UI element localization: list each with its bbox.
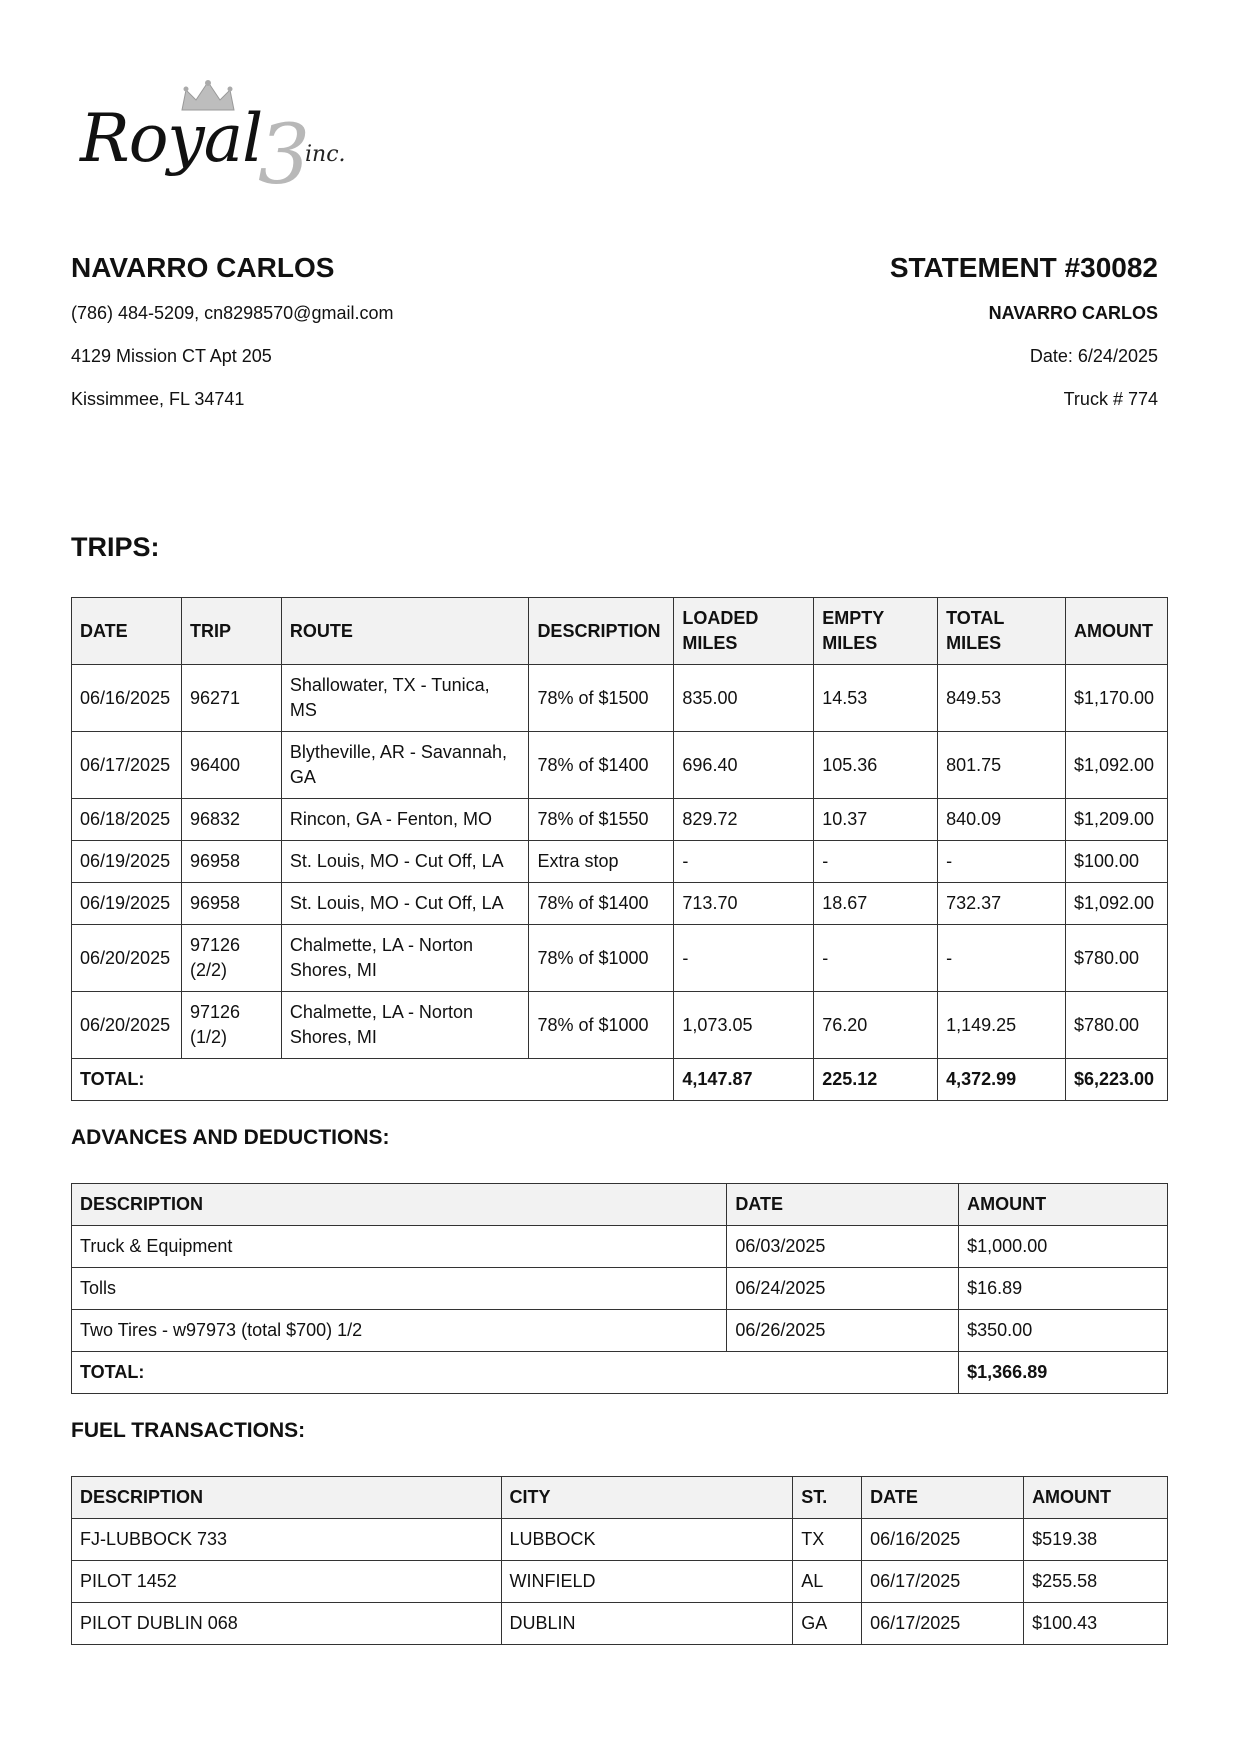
trip-description: Extra stop (529, 841, 674, 883)
trip-number: 96958 (181, 883, 281, 925)
deduction-date: 06/24/2025 (727, 1268, 959, 1310)
table-row (72, 1519, 1168, 1561)
trip-total-miles: 1,149.25 (938, 992, 1066, 1059)
deduction-description: Truck & Equipment (72, 1226, 727, 1268)
column-header-description: DESCRIPTION (72, 1184, 727, 1226)
trip-amount: $1,092.00 (1065, 732, 1167, 799)
company-logo (80, 80, 380, 203)
fuel-city: WINFIELD (501, 1561, 793, 1603)
trip-total-miles: 840.09 (938, 799, 1066, 841)
column-header-state: ST. (793, 1477, 862, 1519)
trip-loaded-miles: 696.40 (674, 732, 814, 799)
trip-amount: $100.00 (1065, 841, 1167, 883)
trip-loaded-miles: 829.72 (674, 799, 814, 841)
trip-empty-miles: - (814, 841, 938, 883)
column-header-description: DESCRIPTION (72, 1477, 502, 1519)
trip-route: Blytheville, AR - Savannah, GA (281, 732, 529, 799)
advances-table (71, 1183, 1168, 1394)
trip-number: 96271 (181, 665, 281, 732)
fuel-table (71, 1476, 1168, 1645)
trip-date: 06/20/2025 (72, 992, 182, 1059)
trip-route: Chalmette, LA - Norton Shores, MI (281, 925, 529, 992)
deduction-amount: $1,000.00 (959, 1226, 1168, 1268)
trip-empty-miles: 105.36 (814, 732, 938, 799)
trip-route: Chalmette, LA - Norton Shores, MI (281, 992, 529, 1059)
advances-total-row (72, 1352, 1168, 1394)
trip-amount: $780.00 (1065, 992, 1167, 1059)
trip-empty-miles: - (814, 925, 938, 992)
deduction-amount: $350.00 (959, 1310, 1168, 1352)
trip-total-miles: - (938, 925, 1066, 992)
column-header-date: DATE (72, 598, 182, 665)
trip-empty-miles: 10.37 (814, 799, 938, 841)
column-header-loaded-miles: LOADED MILES (674, 598, 814, 665)
column-header-date: DATE (862, 1477, 1024, 1519)
statement-truck: Truck # 774 (1063, 389, 1158, 409)
trip-description: 78% of $1400 (529, 883, 674, 925)
trip-loaded-miles: 1,073.05 (674, 992, 814, 1059)
deduction-date: 06/26/2025 (727, 1310, 959, 1352)
logo-suffix: inc. (305, 142, 346, 167)
table-row (72, 883, 1168, 925)
column-header-description: DESCRIPTION (529, 598, 674, 665)
fuel-state: TX (793, 1519, 862, 1561)
deduction-amount: $16.89 (959, 1268, 1168, 1310)
trips-total-label: TOTAL: (72, 1059, 674, 1101)
trip-amount: $780.00 (1065, 925, 1167, 992)
trip-total-miles: - (938, 841, 1066, 883)
logo-brand-text: Royal (80, 100, 263, 177)
trip-description: 78% of $1000 (529, 925, 674, 992)
trip-date: 06/17/2025 (72, 732, 182, 799)
trip-description: 78% of $1400 (529, 732, 674, 799)
advances-total-label: TOTAL: (72, 1352, 959, 1394)
trip-loaded-miles: - (674, 925, 814, 992)
table-row (72, 732, 1168, 799)
trip-route: Shallowater, TX - Tunica, MS (281, 665, 529, 732)
table-row (72, 1561, 1168, 1603)
statement-driver-name: NAVARRO CARLOS (988, 303, 1158, 323)
fuel-heading: FUEL TRANSACTIONS: (71, 1419, 306, 1442)
deduction-date: 06/03/2025 (727, 1226, 959, 1268)
deduction-description: Two Tires - w97973 (total $700) 1/2 (72, 1310, 727, 1352)
advances-total-amount: $1,366.89 (959, 1352, 1168, 1394)
driver-address-line1: 4129 Mission CT Apt 205 (71, 346, 272, 366)
trip-total-miles: 732.37 (938, 883, 1066, 925)
trip-empty-miles: 18.67 (814, 883, 938, 925)
fuel-description: PILOT 1452 (72, 1561, 502, 1603)
trip-number: 97126 (1/2) (181, 992, 281, 1059)
table-row (72, 799, 1168, 841)
driver-name: NAVARRO CARLOS (71, 252, 335, 283)
trips-total-total-miles: 4,372.99 (938, 1059, 1066, 1101)
trips-heading: TRIPS: (71, 532, 160, 562)
trip-date: 06/19/2025 (72, 883, 182, 925)
deduction-description: Tolls (72, 1268, 727, 1310)
trip-loaded-miles: 713.70 (674, 883, 814, 925)
trip-amount: $1,209.00 (1065, 799, 1167, 841)
fuel-city: LUBBOCK (501, 1519, 793, 1561)
table-row (72, 841, 1168, 883)
table-row (72, 665, 1168, 732)
fuel-date: 06/17/2025 (862, 1561, 1024, 1603)
fuel-city: DUBLIN (501, 1603, 793, 1645)
trip-description: 78% of $1500 (529, 665, 674, 732)
statement-info (890, 252, 1158, 433)
trip-number: 96400 (181, 732, 281, 799)
fuel-amount: $519.38 (1024, 1519, 1168, 1561)
fuel-state: AL (793, 1561, 862, 1603)
trip-route: St. Louis, MO - Cut Off, LA (281, 841, 529, 883)
trip-number: 96958 (181, 841, 281, 883)
trips-total-row (72, 1059, 1168, 1101)
trip-date: 06/20/2025 (72, 925, 182, 992)
trip-total-miles: 801.75 (938, 732, 1066, 799)
table-row (72, 1226, 1168, 1268)
trip-amount: $1,170.00 (1065, 665, 1167, 732)
fuel-amount: $100.43 (1024, 1603, 1168, 1645)
trip-loaded-miles: 835.00 (674, 665, 814, 732)
table-row (72, 925, 1168, 992)
trip-total-miles: 849.53 (938, 665, 1066, 732)
fuel-date: 06/16/2025 (862, 1519, 1024, 1561)
trips-total-loaded-miles: 4,147.87 (674, 1059, 814, 1101)
fuel-description: FJ-LUBBOCK 733 (72, 1519, 502, 1561)
column-header-city: CITY (501, 1477, 793, 1519)
fuel-state: GA (793, 1603, 862, 1645)
trip-amount: $1,092.00 (1065, 883, 1167, 925)
column-header-trip: TRIP (181, 598, 281, 665)
column-header-amount: AMOUNT (959, 1184, 1168, 1226)
trip-empty-miles: 76.20 (814, 992, 938, 1059)
fuel-description: PILOT DUBLIN 068 (72, 1603, 502, 1645)
column-header-total-miles: TOTAL MILES (938, 598, 1066, 665)
driver-info (71, 252, 393, 433)
table-row (72, 992, 1168, 1059)
column-header-amount: AMOUNT (1024, 1477, 1168, 1519)
logo-number: 3 (258, 108, 311, 203)
trip-route: St. Louis, MO - Cut Off, LA (281, 883, 529, 925)
driver-contact: (786) 484-5209, cn8298570@gmail.com (71, 303, 394, 323)
trip-empty-miles: 14.53 (814, 665, 938, 732)
fuel-amount: $255.58 (1024, 1561, 1168, 1603)
statement-title: STATEMENT #30082 (889, 252, 1158, 283)
trip-date: 06/16/2025 (72, 665, 182, 732)
advances-header-row (72, 1184, 1168, 1226)
table-row (72, 1268, 1168, 1310)
column-header-date: DATE (727, 1184, 959, 1226)
trip-number: 97126 (2/2) (181, 925, 281, 992)
trips-header-row (72, 598, 1168, 665)
column-header-amount: AMOUNT (1065, 598, 1167, 665)
fuel-header-row (72, 1477, 1168, 1519)
trips-total-empty-miles: 225.12 (814, 1059, 938, 1101)
table-row (72, 1603, 1168, 1645)
column-header-route: ROUTE (281, 598, 529, 665)
trip-date: 06/18/2025 (72, 799, 182, 841)
trip-number: 96832 (181, 799, 281, 841)
fuel-date: 06/17/2025 (862, 1603, 1024, 1645)
trip-date: 06/19/2025 (72, 841, 182, 883)
trip-loaded-miles: - (674, 841, 814, 883)
advances-heading: ADVANCES AND DEDUCTIONS: (71, 1126, 390, 1149)
trips-table (71, 597, 1168, 1101)
trips-total-amount: $6,223.00 (1065, 1059, 1167, 1101)
table-row (72, 1310, 1168, 1352)
trip-description: 78% of $1550 (529, 799, 674, 841)
column-header-empty-miles: EMPTY MILES (814, 598, 938, 665)
trip-description: 78% of $1000 (529, 992, 674, 1059)
driver-address-line2: Kissimmee, FL 34741 (71, 389, 245, 409)
statement-date: Date: 6/24/2025 (1029, 346, 1158, 366)
trip-route: Rincon, GA - Fenton, MO (281, 799, 529, 841)
